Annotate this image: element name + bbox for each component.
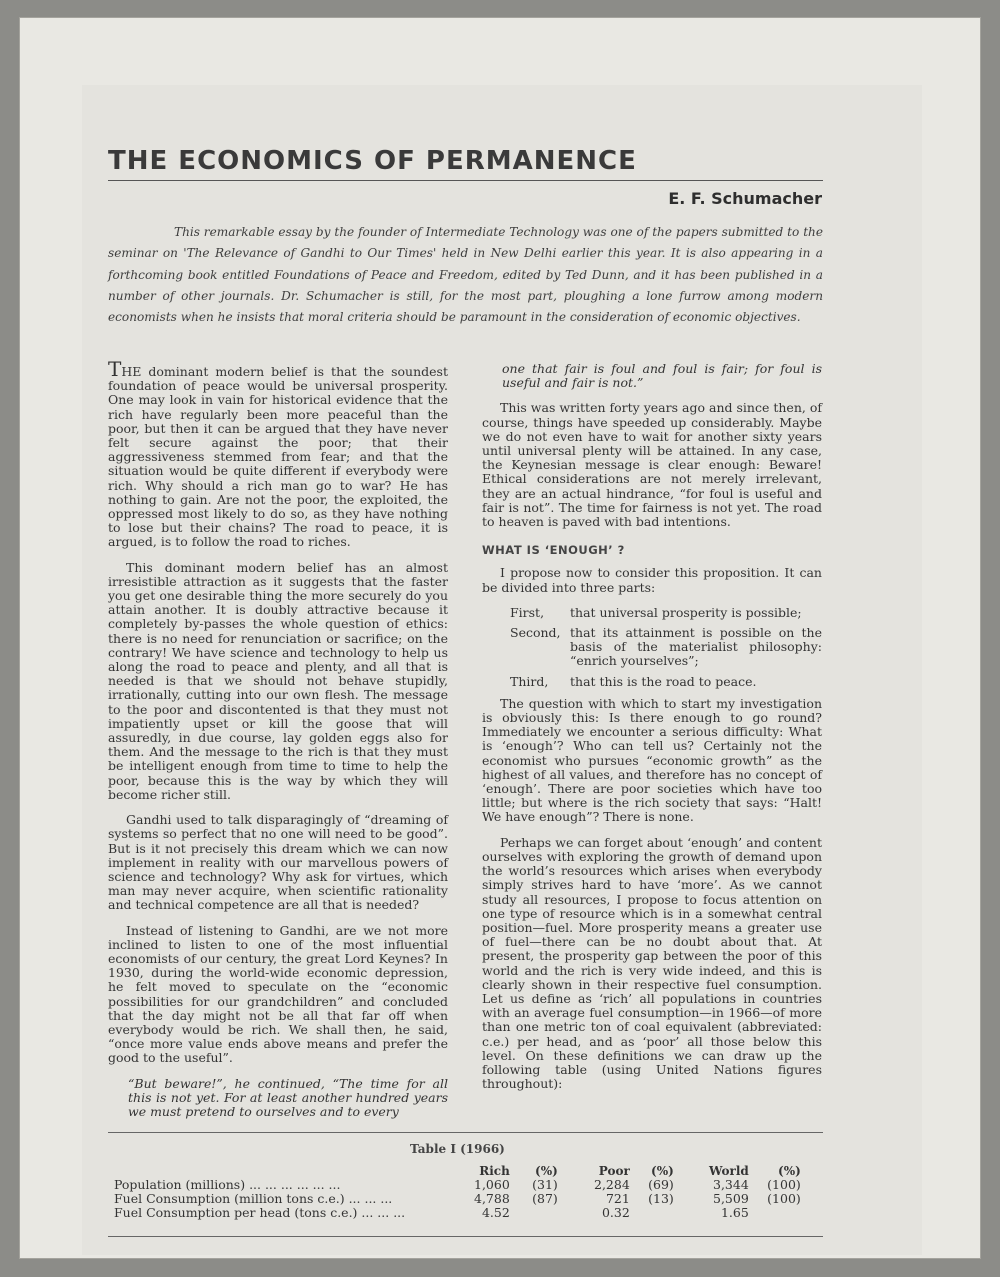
proposition-list bbox=[482, 606, 822, 689]
table-cell: 4.52 bbox=[481, 1205, 510, 1220]
table-top-rule bbox=[108, 1132, 823, 1133]
article-title: THE ECONOMICS OF PERMANENCE bbox=[108, 146, 637, 176]
list-item bbox=[482, 626, 822, 669]
table-row bbox=[114, 1178, 801, 1192]
table-row-label: Population (millions) ... ... ... ... ... ... bbox=[114, 1177, 341, 1192]
title-divider bbox=[108, 180, 823, 181]
paragraph-2: This dominant modern belief has an almost irresistible attraction as it suggests that the faster you get one desirable thing the more securely do you attain another. It is doubly attractive because it completely by-passes the whole question of ethics: there is no need for renunciation or sacrifice; on the contrary! We have science and technology to help us along the road to peace and plenty, and all that is needed is that we should not behave stupidly, irrationally, cutting into our own flesh. The message to the poor and discontented is that they must not impatiently upset or kill the goose that will assuredly, in due course, lay golden eggs also for them. And the message to the rich is that they must be intelligent enough from time to time to help the poor, because this is the way by which they will become richer still. bbox=[108, 559, 448, 802]
table-cell: 721 bbox=[605, 1191, 630, 1206]
drop-cap: T bbox=[108, 357, 122, 381]
table-row-label: Fuel Consumption per head (tons c.e.) ... ... ... bbox=[114, 1205, 406, 1220]
table-cell: 1.65 bbox=[720, 1205, 749, 1220]
table-header-cell: (%) bbox=[535, 1164, 558, 1178]
list-item-text: that its attainment is possible on the basis of the materialist philosophy: “enrich yourselves”; bbox=[570, 625, 822, 669]
list-item-label: Second, bbox=[510, 625, 561, 641]
table-cell bbox=[630, 1206, 674, 1220]
table-cell: 0.32 bbox=[601, 1205, 630, 1220]
keynes-quote: “But beware!”, he continued, “The time for all this is not yet. For at least another hundred years we must pretend to ourselves and to every bbox=[128, 1075, 448, 1119]
list-item-text: that universal prosperity is possible; bbox=[570, 604, 802, 620]
list-item-text: that this is the road to peace. bbox=[570, 673, 757, 689]
table-header-cell: (%) bbox=[651, 1164, 674, 1178]
table-cell: 3,344 bbox=[713, 1177, 749, 1192]
paragraph-3: Gandhi used to talk disparagingly of “dreaming of systems so perfect that no one will need to be good”. But is it not precisely this dream which we can now implement in reality with our marvellous powers of science and technology? Why ask for virtues, which man may never acquire, when scientific rationality and technical competence are all that is needed? bbox=[108, 812, 448, 913]
table-header-row bbox=[114, 1164, 801, 1178]
table-title: Table I (1966) bbox=[410, 1142, 505, 1156]
paragraph-6: I propose now to consider this proposition. It can be divided into three parts: bbox=[482, 565, 822, 595]
left-column bbox=[108, 357, 448, 1130]
article-intro: This remarkable essay by the founder of Intermediate Technology was one of the papers submitted to the seminar on 'The Relevance of Gandhi to Our Times' held in New Delhi earlier this year. It is also appearing in a forthcoming book entitled Foundations of Peace and Freedom, edited by Ted Dunn, and it has been published in a number of other journals. Dr. Schumacher is still, for the most part, ploughing a lone furrow among modern economists when he insists that moral criteria should be paramount in the consideration of economic objectives. bbox=[108, 225, 823, 325]
table-cell: (31) bbox=[532, 1177, 558, 1192]
paragraph-5: This was written forty years ago and since then, of course, things have speeded up considerably. Maybe we do not even have to wait for another sixty years until universal plenty will be attained. In any case, the Keynesian message is clear enough: Beware! Ethical considerations are not merely irrelevant, they are an actual hindrance, “for foul is useful and fair is not”. The time for fairness is not yet. The road to heaven is paved with bad intentions. bbox=[482, 400, 822, 530]
table-cell: (100) bbox=[767, 1191, 801, 1206]
table-cell: (87) bbox=[532, 1191, 558, 1206]
list-item-label: Third, bbox=[510, 673, 549, 689]
list-item bbox=[482, 606, 822, 620]
table-cell: 2,284 bbox=[594, 1177, 630, 1192]
table-header-cell: Rich bbox=[479, 1164, 510, 1178]
table-cell: 4,788 bbox=[474, 1191, 510, 1206]
table-header-cell: World bbox=[709, 1164, 749, 1178]
paragraph-4: Instead of listening to Gandhi, are we not more inclined to listen to one of the most influential economists of our century, the great Lord Keynes? In 1930, during the world-wide economic depression, he felt moved to speculate on the “economic possibilities for our grandchildren” and concluded that the day might not be all that far off when everybody would be rich. We shall then, he said, “once more value ends above means and prefer the good to the useful”. bbox=[108, 922, 448, 1066]
table-cell: (69) bbox=[648, 1177, 674, 1192]
list-item-label: First, bbox=[510, 604, 545, 620]
table-cell: 1,060 bbox=[474, 1177, 510, 1192]
paragraph-1 bbox=[108, 357, 448, 550]
article-author: E. F. Schumacher bbox=[668, 189, 822, 208]
section-heading: WHAT IS ‘ENOUGH’ ? bbox=[482, 543, 625, 558]
table-cell: (100) bbox=[767, 1177, 801, 1192]
table-cell: (13) bbox=[648, 1191, 674, 1206]
paragraph-8: Perhaps we can forget about ‘enough’ and content ourselves with exploring the growth of demand upon the world’s resources which arises when everybody simply strives hard to have ‘more’. As we cannot study all resources, I propose to focus attention on one type of resource which is in a somewhat central position—fuel. More prosperity means a greater use of fuel—there can be no doubt about that. At present, the prosperity gap between the poor of this world and the rich is very wide indeed, and this is clearly shown in their respective fuel consumption. Let us define as ‘rich’ all populations in countries with an average fuel consumption—in 1966—of more than one metric ton of coal equivalent (abbreviated: c.e.) per head, and as ‘poor’ all those below this level. On these definitions we can draw up the following table (using United Nations figures throughout): bbox=[482, 834, 822, 1092]
right-column bbox=[482, 362, 822, 1102]
fuel-consumption-table bbox=[114, 1164, 801, 1220]
table-row bbox=[114, 1206, 801, 1220]
table-header-label bbox=[114, 1164, 474, 1178]
table-header-cell: Poor bbox=[598, 1164, 630, 1178]
table-row bbox=[114, 1192, 801, 1206]
table-cell: 5,509 bbox=[713, 1191, 749, 1206]
list-item bbox=[482, 675, 822, 689]
table-cell bbox=[510, 1206, 558, 1220]
paragraph-7: The question with which to start my investigation is obviously this: Is there enough to go round? Immediately we encounter a serious difficulty: What is ‘enough’? Who can tell us? Certainly not the economist who pursues “economic growth” as the highest of all values, and therefore has no concept of ‘enough’. There are poor societies which have too little; but where is the rich society that says: “Halt! We have enough”? There is none. bbox=[482, 695, 822, 825]
paragraph-1-text: HE dominant modern belief is that the soundest foundation of peace would be universal prosperity. One may look in vain for historical evidence that the rich have regularly been more peaceful than the poor, but then it can be argued that they have never felt secure against the poor; that their aggressiveness stemmed from fear; and that the situation would be quite different if everybody were rich. Why should a rich man go to war? He has nothing to gain. Are not the poor, the exploited, the oppressed most likely to do so, as they have nothing to lose but their chains? The road to peace, it is argued, is to follow the road to riches. bbox=[108, 364, 448, 550]
table-row-label: Fuel Consumption (million tons c.e.) ... ... ... bbox=[114, 1191, 393, 1206]
keynes-quote-continued: one that fair is foul and foul is fair; for foul is useful and fair is not.” bbox=[502, 361, 822, 391]
table-bottom-rule bbox=[108, 1236, 823, 1237]
table-header-cell: (%) bbox=[778, 1164, 801, 1178]
table-cell bbox=[749, 1206, 801, 1220]
